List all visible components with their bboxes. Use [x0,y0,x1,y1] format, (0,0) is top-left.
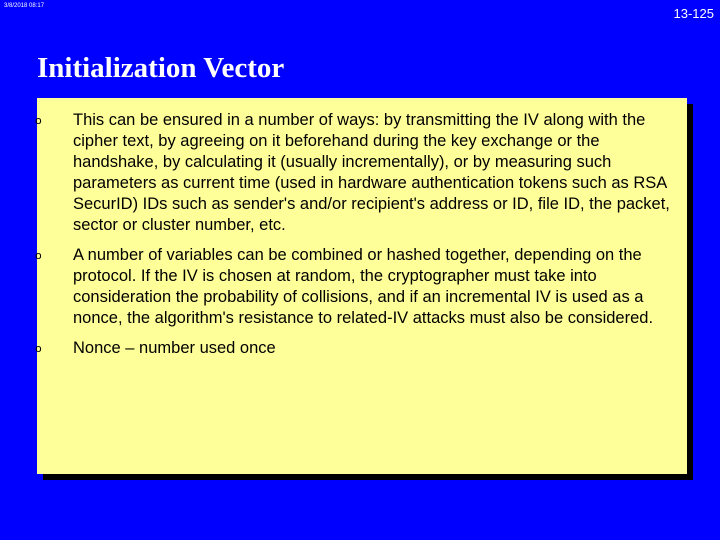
bullet-marker-icon: o [35,114,42,127]
bullet-text: Nonce – number used once [73,339,276,357]
date-stamp: 3/8/2018 08:17 [4,3,45,9]
bullet-marker-icon: o [35,249,42,262]
bullet-item [37,338,687,359]
slide-number: 13-125 [673,6,714,21]
bullet-list [37,110,687,368]
bullet-item [37,245,687,329]
bullet-item [37,110,687,236]
content-panel [37,98,687,474]
bullet-text: A number of variables can be combined or hashed together, depending on the protocol. If the IV is chosen at random, the cryptographer must take into consideration the probability of collisions, and if an incremental IV is used as a nonce, the algorithm's resistance to related-IV attacks must also be considered. [73,246,654,327]
bullet-marker-icon: o [35,342,42,355]
slide-title: Initialization Vector [37,52,285,84]
bullet-text: This can be ensured in a number of ways: by transmitting the IV along with the cipher text, by agreeing on it beforehand during the key exchange or the handshake, by calculating it (usually incrementally), or by measuring such parameters as current time (used in hardware authentication tokens such as RSA SecurID) IDs such as sender's and/or recipient's address or ID, file ID, the packet, sector or cluster number, etc. [73,111,670,234]
